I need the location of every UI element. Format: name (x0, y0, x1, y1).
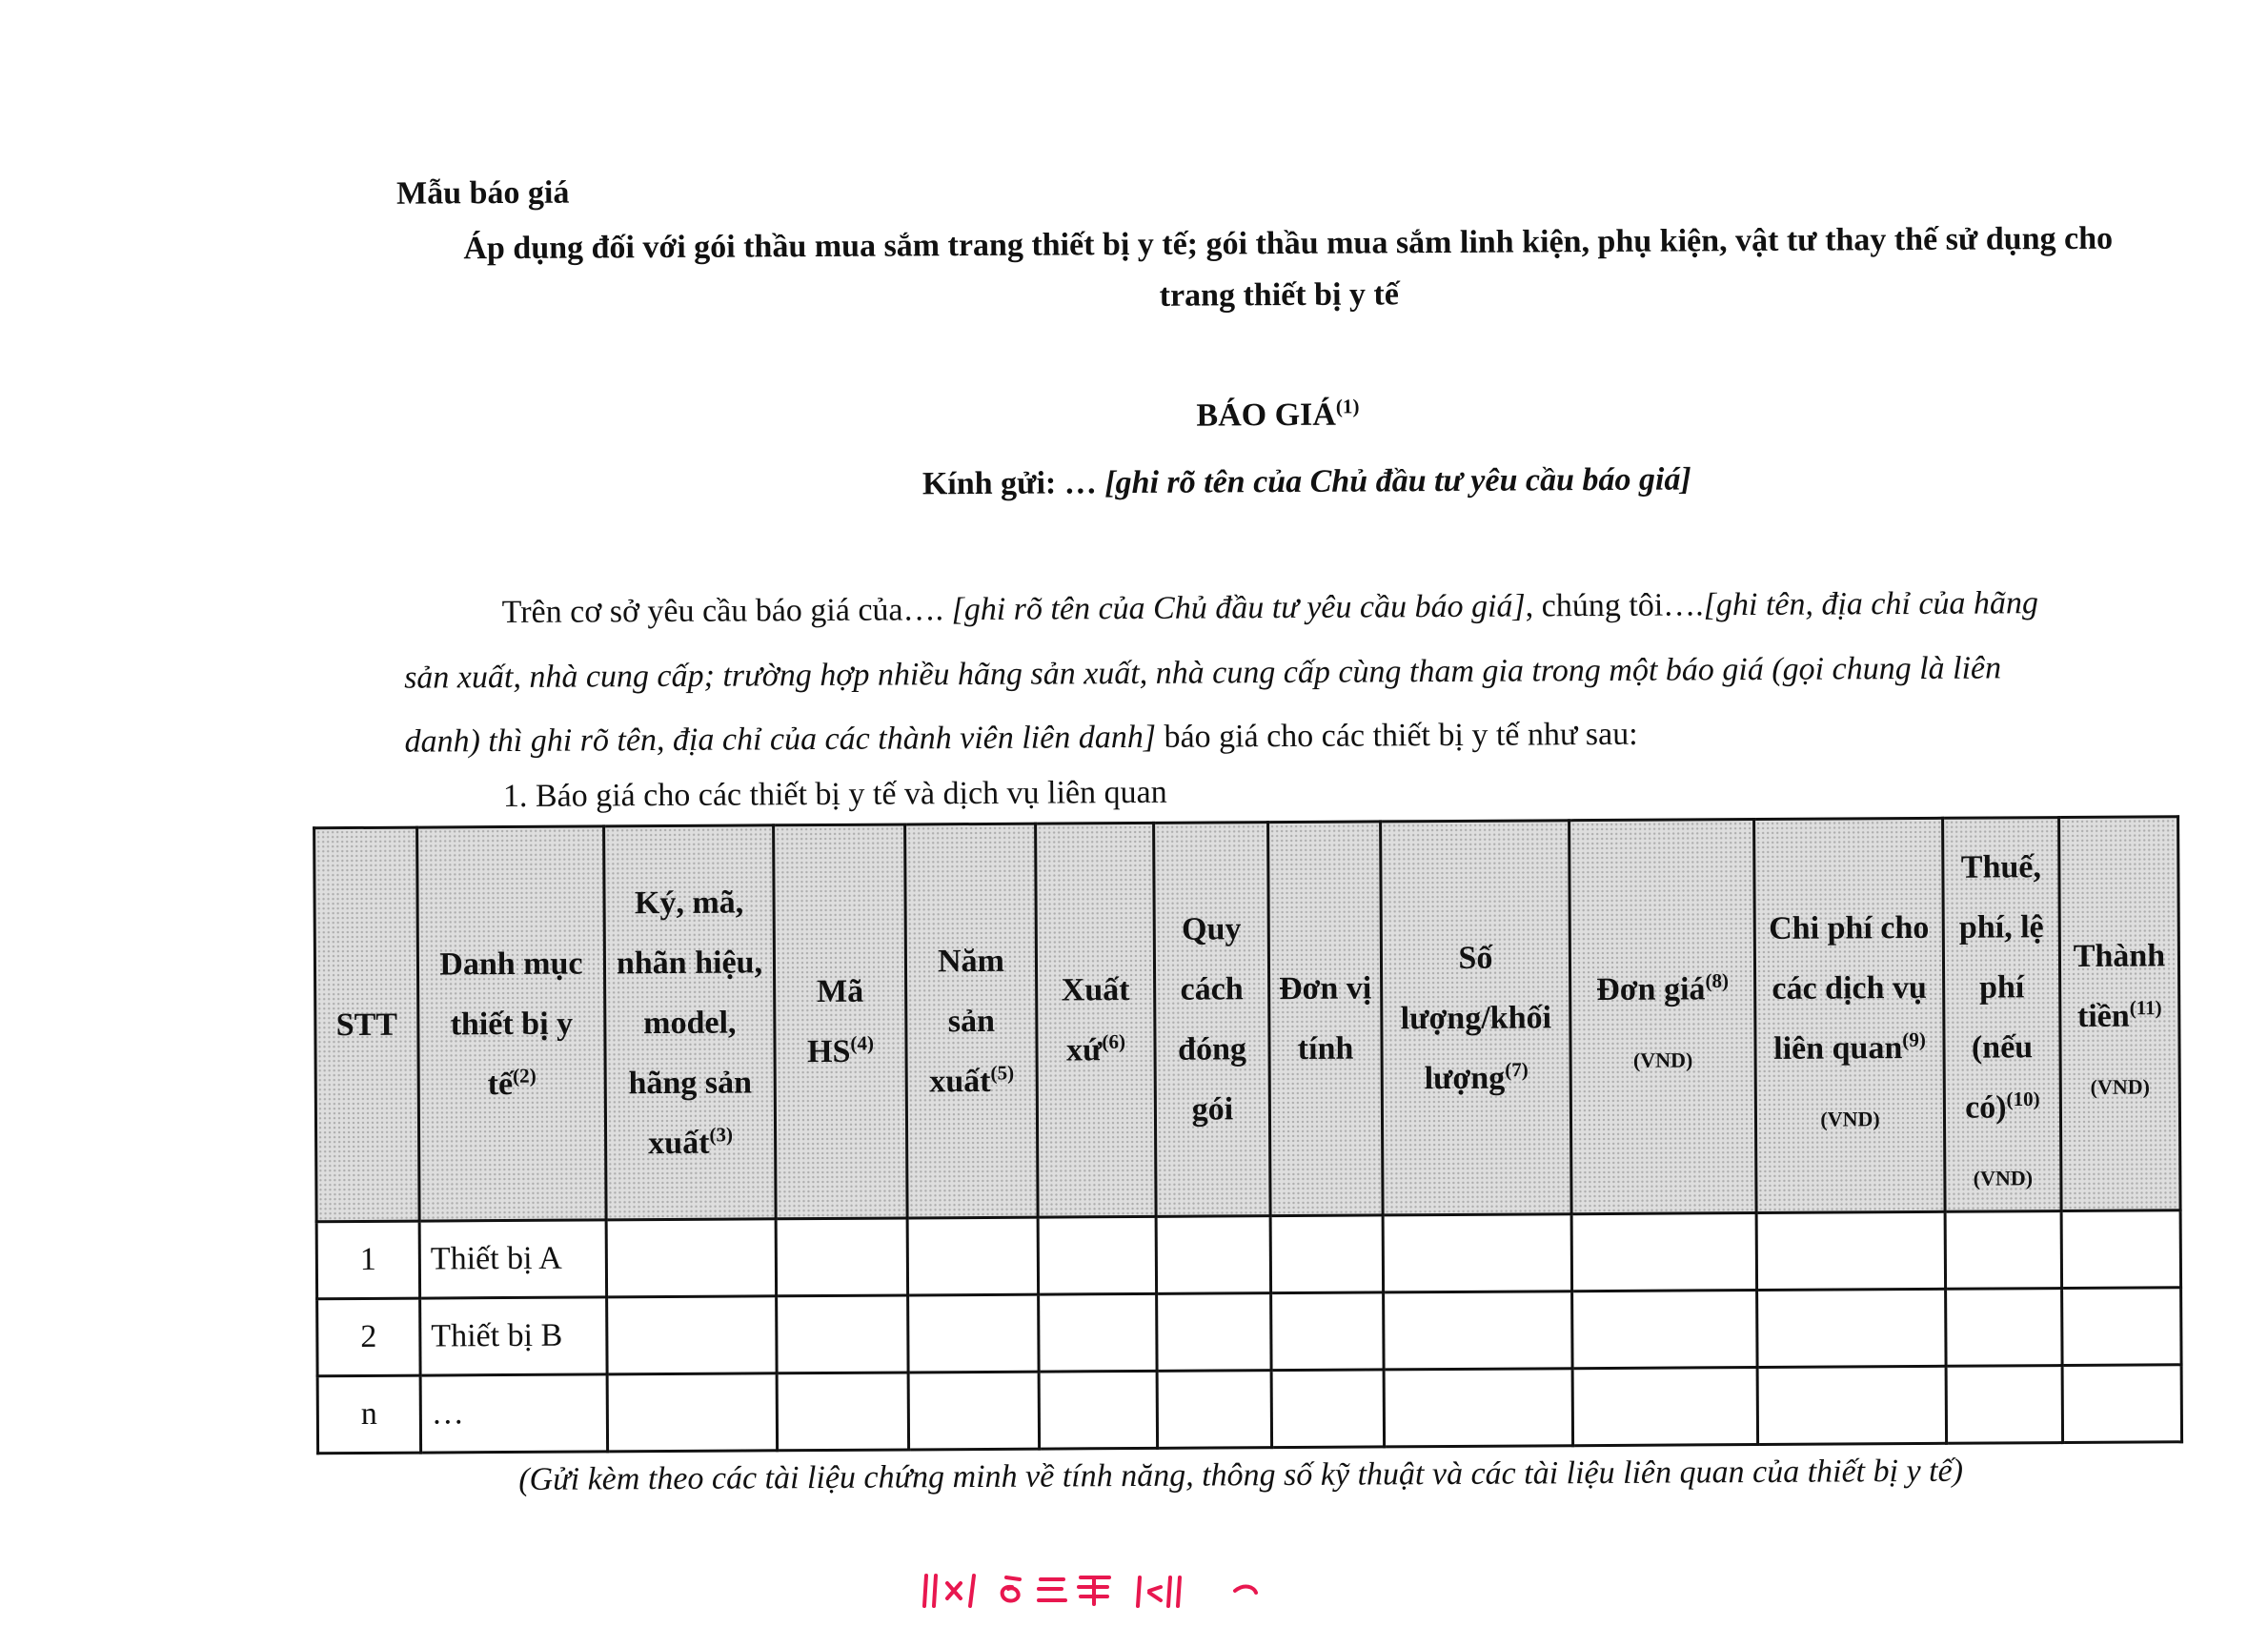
empty-cell (606, 1219, 776, 1297)
intro-placeholder-3: danh) thì ghi rõ tên, địa chỉ của các thành viên liên danh] (404, 719, 1157, 760)
intro-line-3 (404, 716, 1638, 760)
header-note: (9) (1902, 1027, 1926, 1051)
header-cell (417, 826, 607, 1221)
header-cell (1943, 818, 2062, 1212)
empty-cell (776, 1218, 907, 1296)
empty-cell (777, 1295, 908, 1373)
header-label: Thuế, phí, lệ phí (nếu có) (1958, 848, 2044, 1126)
applicability-line-1: Áp dụng đối với gói thầu mua sắm trang thiết bị y tế; gói thầu mua sắm linh kiện, phụ kiện, vật tư thay thế sử dụng cho (463, 220, 2114, 267)
empty-cell (1945, 1211, 2061, 1290)
header-cell (604, 825, 777, 1220)
addressee (922, 463, 1691, 500)
empty-cell (1156, 1216, 1270, 1294)
table-body (316, 1210, 2181, 1454)
header-label: Thành tiền (2073, 938, 2166, 1034)
empty-cell (908, 1372, 1039, 1450)
table-row (317, 1365, 2181, 1454)
intro-line-1 (502, 587, 2038, 629)
intro-text-3: báo giá cho các thiết bị y tế như sau: (1155, 716, 1638, 755)
header-unit: (VND) (2090, 1074, 2151, 1099)
header-cell (1154, 823, 1271, 1217)
header-cell (1569, 820, 1757, 1214)
empty-cell (1271, 1292, 1384, 1371)
header-unit: (VND) (1820, 1106, 1880, 1131)
empty-cell (1384, 1369, 1572, 1447)
header-label: Đơn vị tính (1278, 970, 1372, 1067)
header-cell (1381, 821, 1572, 1215)
header-cell (2059, 817, 2181, 1211)
header-label: Mã HS (806, 973, 864, 1070)
header-note: (5) (990, 1060, 1015, 1085)
empty-cell (907, 1217, 1038, 1295)
header-label: STT (335, 1007, 398, 1043)
header-label: Chi phí cho các dịch vụ liên quan (1769, 909, 1930, 1067)
empty-cell (1384, 1291, 1572, 1370)
quote-table (313, 815, 2183, 1454)
empty-cell (1946, 1289, 2062, 1367)
applicability-line-2: trang thiết bị y tế (1159, 276, 1399, 314)
intro-placeholder-2: [ghi tên, địa chỉ của hãng (1703, 585, 2039, 623)
header-note: (10) (2006, 1087, 2040, 1110)
item-cell: Thiết bị A (419, 1220, 606, 1298)
header-cell (774, 824, 908, 1219)
header-label: Số lượng/khối lượng (1400, 940, 1552, 1096)
intro-line-2: sản xuất, nhà cung cấp; trường hợp nhiều hãng sản xuất, nhà cung cấp cùng tham gia trong một báo giá (gọi chung là liên (404, 650, 2002, 696)
empty-cell (1157, 1293, 1271, 1372)
empty-cell (2061, 1210, 2180, 1289)
empty-cell (1756, 1211, 1945, 1290)
intro-placeholder-1: [ghi rõ tên của Chủ đầu tư yêu cầu báo giá] (951, 588, 1526, 628)
header-unit: (VND) (1632, 1047, 1693, 1072)
empty-cell (777, 1373, 908, 1451)
header-row (314, 817, 2180, 1222)
handwritten-marks (921, 1570, 1264, 1608)
empty-cell (607, 1296, 777, 1374)
empty-cell (908, 1294, 1039, 1373)
header-note: (2) (513, 1064, 537, 1088)
empty-cell (1039, 1371, 1157, 1449)
empty-cell (1572, 1291, 1757, 1369)
table-row (316, 1210, 2180, 1299)
empty-cell (1039, 1293, 1157, 1372)
stt-cell: 2 (317, 1298, 420, 1376)
empty-cell (1572, 1368, 1757, 1446)
empty-cell (1946, 1366, 2062, 1444)
title-note: (1) (1335, 395, 1360, 418)
header-label: Danh mục thiết bị y tế (439, 946, 583, 1102)
header-note: (8) (1705, 968, 1730, 992)
header-unit: (VND) (1973, 1165, 2034, 1190)
form-label: Mẫu báo giá (395, 174, 570, 212)
document-title (1196, 395, 1360, 434)
header-note: (7) (1505, 1057, 1529, 1081)
addressee-label: Kính gửi: … (921, 465, 1105, 502)
empty-cell (1271, 1370, 1384, 1448)
item-cell: Thiết bị B (420, 1297, 607, 1375)
header-cell (314, 827, 420, 1222)
empty-cell (607, 1373, 777, 1452)
header-note: (6) (1102, 1029, 1126, 1053)
table-row (317, 1288, 2181, 1376)
header-note: (11) (2129, 996, 2162, 1020)
stt-cell: n (317, 1375, 420, 1454)
header-label: Năm sản xuất (929, 943, 1005, 1099)
empty-cell (1038, 1216, 1156, 1294)
header-label: Đơn giá (1596, 970, 1706, 1007)
stt-cell: 1 (316, 1221, 419, 1299)
empty-cell (1571, 1213, 1756, 1291)
empty-cell (2062, 1288, 2181, 1366)
empty-cell (1157, 1371, 1271, 1449)
empty-cell (1757, 1366, 1946, 1444)
intro-text-1: Trên cơ sở yêu cầu báo giá của…. (501, 592, 952, 631)
header-label: Quy cách đóng gói (1178, 911, 1247, 1128)
item-cell: … (420, 1374, 607, 1453)
header-label: Ký, mã, nhãn hiệu, model, hãng sản xuất (616, 885, 763, 1161)
header-cell (1036, 823, 1157, 1217)
header-label: Xuất xứ (1061, 972, 1130, 1068)
header-cell (1754, 818, 1946, 1212)
header-cell (905, 824, 1039, 1218)
addressee-placeholder: [ghi rõ tên của Chủ đầu tư yêu cầu báo giá] (1104, 461, 1691, 501)
section-heading: 1. Báo giá cho các thiết bị y tế và dịch vụ liên quan (502, 774, 1167, 815)
header-note: (4) (850, 1031, 875, 1055)
empty-cell (1270, 1215, 1383, 1293)
header-note: (3) (709, 1122, 734, 1146)
empty-cell (2062, 1365, 2181, 1443)
empty-cell (1757, 1289, 1946, 1367)
title-text: BÁO GIÁ (1196, 397, 1337, 434)
intro-text-2: , chúng tôi…. (1525, 587, 1704, 624)
header-cell (1268, 822, 1384, 1216)
empty-cell (1383, 1214, 1571, 1292)
attachment-note: (Gửi kèm theo các tài liệu chứng minh về tính năng, thông số kỹ thuật và các tài liệu liên quan của thiết bị y tế) (518, 1453, 1964, 1497)
